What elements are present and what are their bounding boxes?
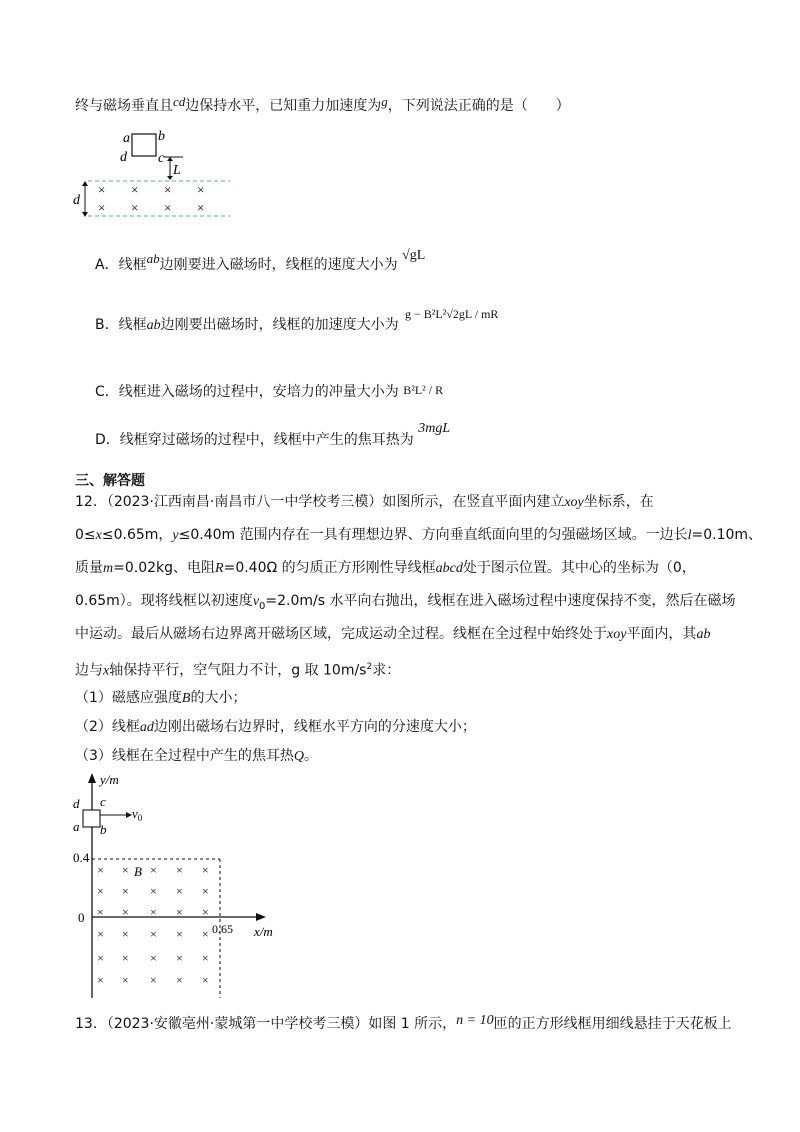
cross: × xyxy=(98,182,106,197)
stem-text: ，下列说法正确的是（ ） xyxy=(387,98,570,114)
field-crosses xyxy=(97,863,209,987)
R-symbol: R xyxy=(215,561,224,576)
g-symbol: g xyxy=(381,94,388,109)
cross: × xyxy=(202,951,209,965)
wire-frame-abcd xyxy=(83,810,100,827)
label-b: b xyxy=(158,129,165,144)
cross: × xyxy=(176,927,183,941)
option-text: A．线框 xyxy=(95,257,147,273)
cross: × xyxy=(122,951,129,965)
x-axis-label: x/m xyxy=(254,924,273,939)
cross: × xyxy=(202,905,209,919)
Q-symbol: Q xyxy=(293,749,305,764)
v-symbol: v xyxy=(132,806,138,821)
option-text: C．线框进入磁场的过程中，安培力的冲量大小为 xyxy=(95,384,399,400)
v-subscript: 0 xyxy=(259,600,266,612)
stem-text: 终与磁场垂直且 xyxy=(75,98,173,114)
cross: × xyxy=(150,951,157,965)
v-symbol: v xyxy=(252,594,260,609)
cross: × xyxy=(122,863,129,877)
y-axis-label: y/m xyxy=(100,772,119,787)
x-axis-arrowhead xyxy=(256,913,266,921)
q12-line-2 xyxy=(75,525,762,546)
q12-text: 处于图示位置。其中心的坐标为（0， xyxy=(462,560,696,576)
superscript: 2 xyxy=(366,662,373,672)
cross: × xyxy=(97,951,104,965)
x-symbol: x xyxy=(95,528,102,543)
xoy-symbol: xoy xyxy=(607,627,627,642)
m-symbol: m xyxy=(103,561,114,576)
cross: × xyxy=(150,973,157,987)
q12-sub-1 xyxy=(75,688,246,709)
q12-text: =0.02kg、电阻 xyxy=(113,560,216,576)
label-a: a xyxy=(73,819,80,834)
x-symbol: x xyxy=(103,663,110,679)
q12-line-3 xyxy=(75,558,696,579)
formula-B xyxy=(405,299,505,339)
l-symbol: l xyxy=(687,528,692,543)
cross: × xyxy=(131,182,139,197)
option-D xyxy=(95,421,451,451)
cross: × xyxy=(150,863,157,877)
tick-0.65: 0.65 xyxy=(212,922,233,936)
q12-line-4 xyxy=(75,591,736,617)
q12-text: 边与 xyxy=(75,662,103,679)
label-d: d xyxy=(120,150,127,165)
q12-text: 0.65m）。现将线框以初速度 xyxy=(75,593,253,609)
wire-frame-square xyxy=(132,134,156,156)
q12-text: 平面内，其 xyxy=(626,626,697,642)
cross: × xyxy=(97,863,104,877)
section-heading: 三、解答题 xyxy=(75,473,145,489)
field-label-B: B xyxy=(134,864,142,879)
q12-text: 边刚出磁场右边界时，线框水平方向的分速度大小； xyxy=(153,719,476,735)
cross: × xyxy=(202,927,209,941)
option-B xyxy=(95,315,399,336)
cross: × xyxy=(97,884,104,898)
cross: × xyxy=(131,200,139,215)
option-text: D．线框穿过磁场的过程中，线框中产生的焦耳热为 xyxy=(95,432,414,448)
cross: × xyxy=(122,884,129,898)
q12-text: 坐标系，在 xyxy=(583,494,654,510)
cross: × xyxy=(164,200,172,215)
tick-0: 0 xyxy=(78,910,85,925)
q12-line-6 xyxy=(75,657,400,682)
d-arrowhead-down xyxy=(82,212,88,217)
q13-text: 匝的正方形线框用细线悬挂于天花板上 xyxy=(493,1016,732,1032)
cross: × xyxy=(176,951,183,965)
q13-text: 13．（2023·安徽亳州·蒙城第一中学校考三模）如图 1 所示， xyxy=(75,1016,457,1032)
cross: × xyxy=(202,884,209,898)
q12-text: 中运动。最后从磁场右边界离开磁场区域，完成运动全过程。线框在全过程中始终处于 xyxy=(75,626,607,642)
cross: × xyxy=(122,927,129,941)
q12-text: 的大小； xyxy=(190,690,247,706)
cross: × xyxy=(202,863,209,877)
cross: × xyxy=(150,884,157,898)
d-arrowhead-up xyxy=(82,181,88,186)
q12-text: ≤0.40m 范围内存在一具有理想边界、方向垂直纸面向里的匀强磁场区域。一边长 xyxy=(178,527,688,543)
q12-text: 0≤ xyxy=(75,527,96,543)
q12-text: 。 xyxy=(304,748,319,764)
q12-text: 12．（2023·江西南昌·南昌市八一中学校考三模）如图所示，在竖直平面内建立 xyxy=(75,494,565,510)
formula-C: B²L² / R xyxy=(403,383,444,397)
xoy-symbol: xoy xyxy=(564,495,584,510)
L-arrowhead-up xyxy=(167,157,173,161)
y-axis-arrowhead xyxy=(88,773,96,783)
label-a: a xyxy=(123,131,130,146)
option-A xyxy=(95,248,426,276)
cross: × xyxy=(164,182,172,197)
label-c: c xyxy=(100,794,106,809)
formula-B-text: g − B²L²√2gL / mR xyxy=(405,307,499,321)
label-d-width: d xyxy=(73,193,80,208)
formula-D: 3mgL xyxy=(418,421,451,436)
q12-sub-3 xyxy=(75,746,318,767)
cross: × xyxy=(197,182,205,197)
v0-label xyxy=(132,806,143,823)
cross: × xyxy=(176,884,183,898)
cross: × xyxy=(150,905,157,919)
q12-text: （2）线框 xyxy=(75,719,140,735)
cross: × xyxy=(122,905,129,919)
ab-symbol: ab xyxy=(146,251,160,266)
cross: × xyxy=(202,973,209,987)
label-c: c xyxy=(158,151,165,166)
sqrt-gL-formula: √gL xyxy=(402,248,426,263)
option-C xyxy=(95,382,443,402)
cross: × xyxy=(97,927,104,941)
q11-stem-line xyxy=(75,96,570,116)
q11-figure xyxy=(70,124,240,224)
cross: × xyxy=(122,973,129,987)
option-text: 边刚要出磁场时，线框的加速度大小为 xyxy=(160,317,399,333)
q12-text: =0.40Ω 的匀质正方形刚性导线框 xyxy=(223,560,436,576)
tick-0.4: 0.4 xyxy=(73,850,90,865)
q12-line-1 xyxy=(75,492,654,513)
q12-text: （1）磁感应强度 xyxy=(75,690,182,706)
v-subscript: 0 xyxy=(137,813,143,823)
q12-line-5 xyxy=(75,624,710,645)
q12-text: 轴保持平行，空气阻力不计，g 取 10m/s xyxy=(109,662,367,679)
q12-figure xyxy=(70,770,280,1002)
cross: × xyxy=(97,973,104,987)
q12-text: =0.10m、 xyxy=(691,527,763,543)
y-symbol: y xyxy=(172,528,179,543)
cross: × xyxy=(98,200,106,215)
ab-symbol: ab xyxy=(696,627,711,642)
option-text: 边刚要进入磁场时，线框的速度大小为 xyxy=(159,257,398,273)
cross: × xyxy=(197,200,205,215)
q12-text: 质量 xyxy=(75,560,103,576)
cross: × xyxy=(176,905,183,919)
ab-symbol: ab xyxy=(146,318,161,333)
ad-symbol: ad xyxy=(139,720,154,735)
q12-text: （3）线框在全过程中产生的焦耳热 xyxy=(75,748,294,764)
cross: × xyxy=(176,973,183,987)
label-d: d xyxy=(73,796,80,811)
stem-text: 边保持水平，已知重力加速度为 xyxy=(185,98,382,114)
n-expression: n = 10 xyxy=(456,1013,494,1028)
option-text: B．线框 xyxy=(95,317,147,333)
cross: × xyxy=(150,927,157,941)
cross: × xyxy=(176,863,183,877)
q13-line-1 xyxy=(75,1014,732,1035)
cross: × xyxy=(97,905,104,919)
cd-symbol: cd xyxy=(173,94,186,109)
label-L: L xyxy=(173,163,181,178)
q12-text: =2.0m/s 水平向右抛出，线框在进入磁场过程中速度保持不变，然后在磁场 xyxy=(265,593,736,609)
B-symbol: B xyxy=(181,691,191,706)
field-crosses xyxy=(98,182,204,215)
q12-text: ≤0.65m， xyxy=(101,527,173,543)
abcd-symbol: abcd xyxy=(435,561,463,576)
q12-sub-2 xyxy=(75,717,476,738)
label-b: b xyxy=(100,822,107,837)
q12-text: 求： xyxy=(372,662,401,679)
